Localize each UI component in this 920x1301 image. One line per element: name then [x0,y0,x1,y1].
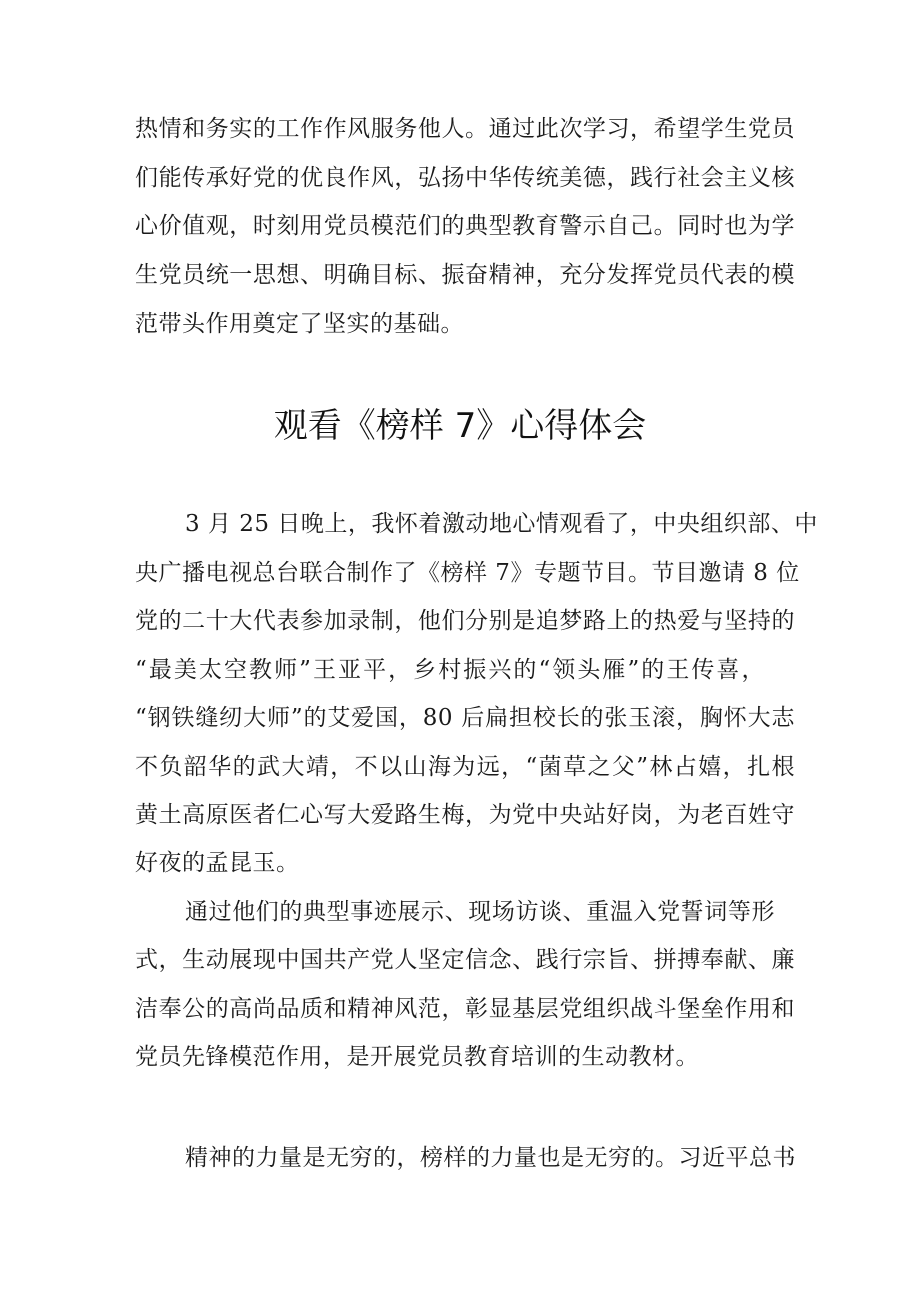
paragraph1-line-4: “最美太空教师”王亚平，乡村振兴的“领头雁”的王传喜， [135,657,765,683]
paragraph1-line-5: “钢铁缝纫大师”的艾爱国，80 后扁担校长的张玉滚，胸怀大志 [135,705,795,731]
paragraph1-line-7: 黄土高原医者仁心写大爱路生梅，为党中央站好岗，为老百姓守 [135,802,795,828]
intro-line-1: 热情和务实的工作作风服务他人。通过此次学习，希望学生党员 [135,116,795,142]
paragraph2-line-3: 洁奉公的高尚品质和精神风范，彰显基层党组织战斗堡垒作用和 [135,996,795,1022]
paragraph1-line-8: 好夜的孟昆玉。 [135,850,300,876]
paragraph2-line-4: 党员先锋模范作用，是开展党员教育培训的生动教材。 [135,1044,699,1070]
paragraph3-line-1: 精神的力量是无穷的，榜样的力量也是无穷的。习近平总书 [185,1145,796,1171]
paragraph1-line-2: 央广播电视总台联合制作了《榜样 7》专题节目。节目邀请 8 位 [135,560,800,586]
paragraph2-line-1: 通过他们的典型事迹展示、现场访谈、重温入党誓词等形 [185,899,775,925]
paragraph1-line-3: 党的二十大代表参加录制，他们分别是追梦路上的热爱与坚持的 [135,608,795,634]
paragraph1-line-1: 3 月 25 日晚上，我怀着激动地心情观看了，中央组织部、中 [185,511,818,537]
document-title: 观看《榜样 7》心得体会 [273,406,647,446]
intro-line-3: 心价值观，时刻用党员模范们的典型教育警示自己。同时也为学 [135,213,795,239]
intro-line-4: 生党员统一思想、明确目标、振奋精神，充分发挥党员代表的模 [135,262,795,288]
paragraph1-line-6: 不负韶华的武大靖，不以山海为远，“菌草之父”林占嬉，扎根 [135,754,795,780]
paragraph2-line-2: 式，生动展现中国共产党人坚定信念、践行宗旨、拼搏奉献、廉 [135,947,795,973]
intro-line-5: 范带头作用奠定了坚实的基础。 [135,311,464,337]
intro-line-2: 们能传承好党的优良作风，弘扬中华传统美德，践行社会主义核 [135,165,795,191]
